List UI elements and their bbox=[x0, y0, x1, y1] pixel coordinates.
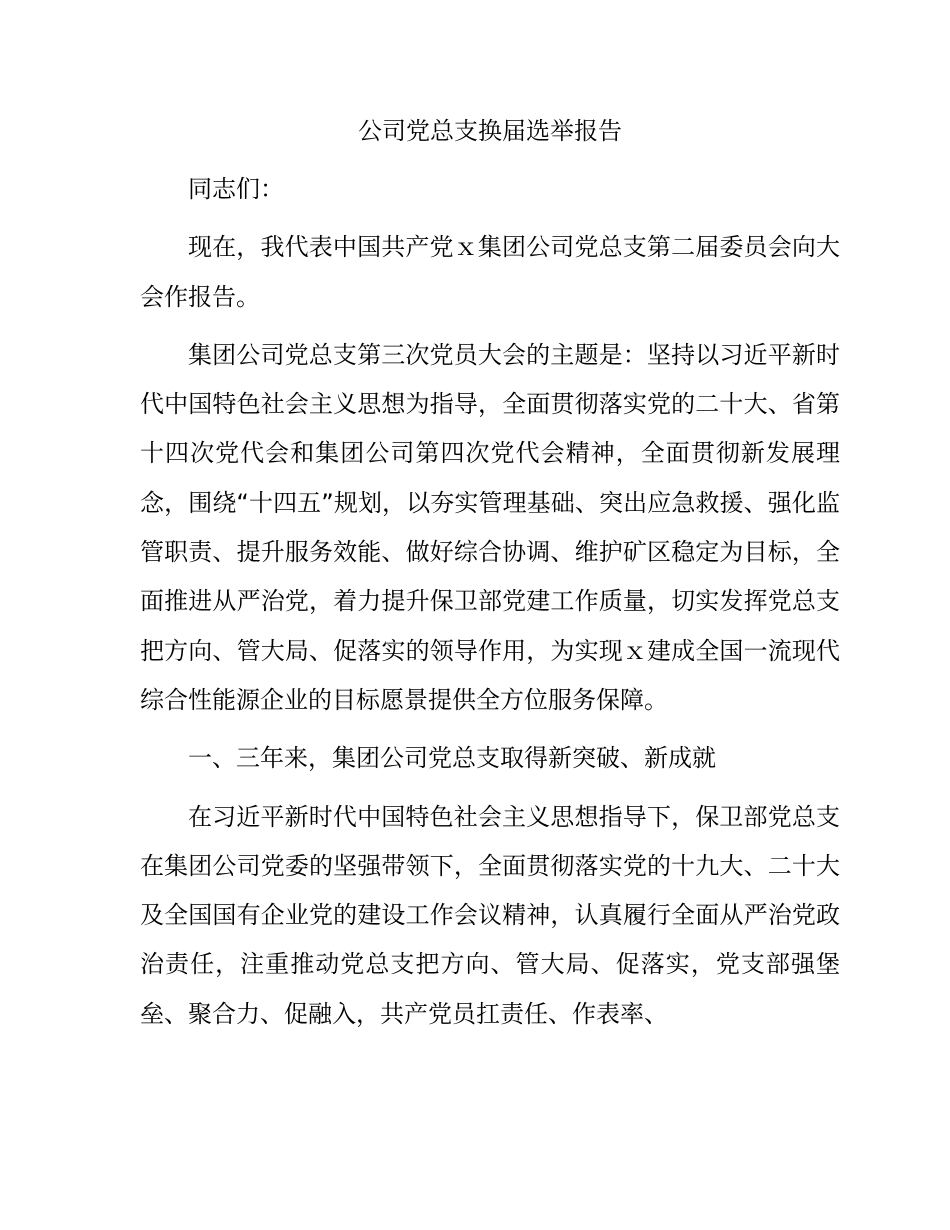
section-paragraph: 在习近平新时代中国特色社会主义思想指导下，保卫部党总支在集团公司党委的坚强带领下，全面贯彻落实党的十九大、二十大及全国国有企业党的建设工作会议精神，认真履行全面从严治党政治责任，注重推动党总支把方向、管大局、促落实，党支部强堡垒、聚合力、促融入，共产党员扛责任、作表率、 bbox=[140, 802, 840, 1028]
salutation: 同志们： bbox=[188, 175, 284, 203]
section-heading: 一、三年来，集团公司党总支取得新突破、新成就 bbox=[188, 744, 716, 773]
theme-paragraph: 集团公司党总支第三次党员大会的主题是：坚持以习近平新时代中国特色社会主义思想为指导，全面贯彻落实党的二十大、省第十四次党代会和集团公司第四次党代会精神，全面贯彻新发展理念，围绕“十四五”规划，以夯实管理基础、突出应急救援、强化监管职责、提升服务效能、做好综合协调、维护矿区稳定为目标，全面推进从严治党，着力提升保卫部党建工作质量，切实发挥党总支把方向、管大局、促落实的领导作用，为实现ｘ建成全国一流现代综合性能源企业的目标愿景提供全方位服务保障。 bbox=[140, 340, 840, 714]
intro-paragraph: 现在，我代表中国共产党ｘ集团公司党总支第二届委员会向大会作报告。 bbox=[140, 233, 840, 311]
document-title: 公司党总支换届选举报告 bbox=[358, 117, 622, 145]
document-page bbox=[140, 107, 840, 1048]
